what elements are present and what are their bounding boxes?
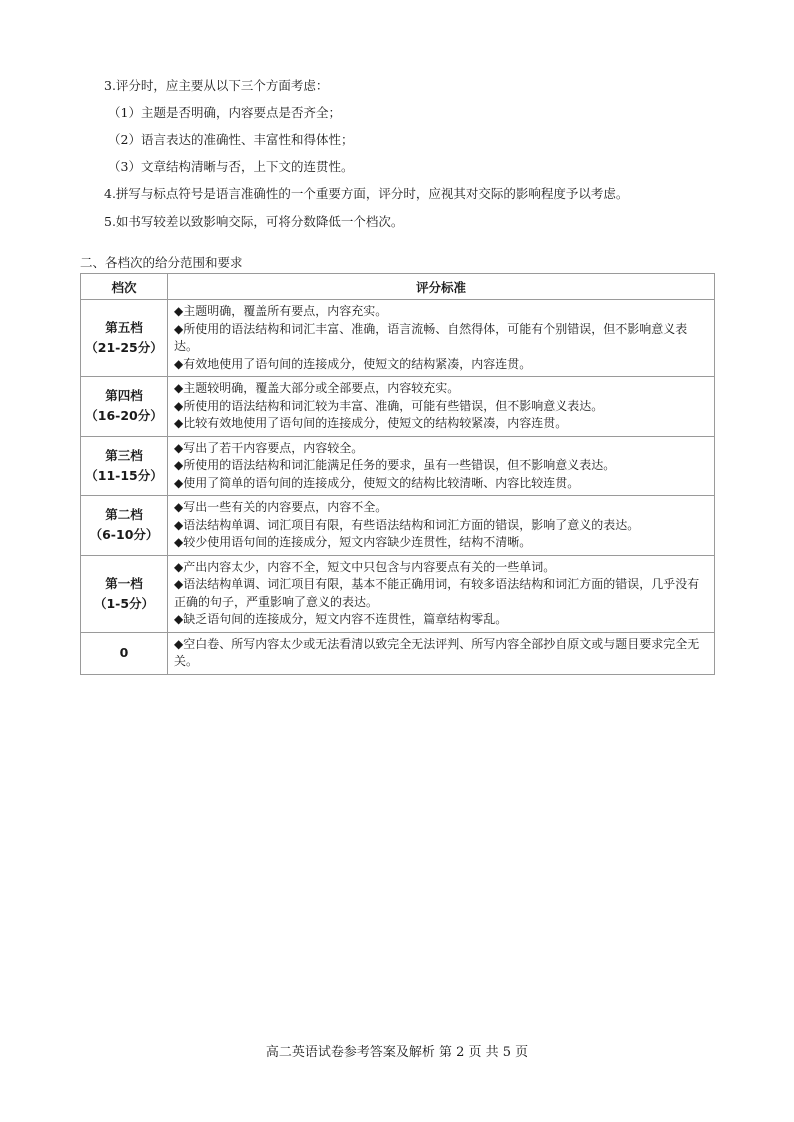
header-level: 档次 [81, 274, 168, 300]
level-range: （1-5分） [93, 595, 155, 611]
level-name: 第四档 [105, 388, 143, 404]
table-row [81, 436, 715, 496]
page-footer: 高二英语试卷参考答案及解析 第 2 页 共 5 页 [265, 1045, 529, 1060]
criterion: ◆写出一些有关的内容要点，内容不全。 [174, 500, 388, 514]
criterion: ◆所使用的语法结构和词汇较为丰富、准确，可能有些错误，但不影响意义表达。 [174, 398, 604, 413]
level-name: 第二档 [105, 507, 143, 523]
criterion: ◆主题明确，覆盖所有要点，内容充实。 [174, 304, 388, 318]
criterion: ◆空白卷、所写内容太少或无法看清以致完全无法评判、所写内容全部抄自原文或与题目要求完全无关。 [174, 636, 700, 668]
criteria-cell [168, 555, 715, 632]
criterion: ◆使用了简单的语句间的连接成分，使短文的结构比较清晰、内容比较连贯。 [174, 475, 580, 490]
criterion: ◆所使用的语法结构和词汇能满足任务的要求，虽有一些错误，但不影响意义表达。 [174, 458, 616, 472]
scoring-table [80, 273, 715, 675]
level-name: 第三档 [105, 447, 143, 463]
criterion: ◆较少使用语句间的连接成分，短文内容缺少连贯性，结构不清晰。 [174, 535, 532, 549]
level-range: （16-20分） [85, 408, 163, 424]
criteria-cell [168, 436, 715, 496]
table-row [81, 632, 715, 674]
note-5: 5.如书写较差以致影响交际，可将分数降低一个档次。 [104, 214, 404, 229]
table-row [81, 496, 715, 556]
level-range: （21-25分） [85, 340, 163, 355]
note-4: 4.拼写与标点符号是语言准确性的一个重要方面，评分时，应视其对交际的影响程度予以考虑。 [104, 186, 629, 201]
level-name: 第五档 [105, 320, 143, 335]
criteria-cell [168, 496, 715, 556]
criterion: ◆有效地使用了语句间的连接成分，使短文的结构紧凑，内容连贯。 [174, 356, 532, 371]
criterion: ◆主题较明确，覆盖大部分或全部要点，内容较充实。 [174, 381, 460, 395]
level-range: （6-10分） [89, 527, 159, 543]
criterion: ◆比较有效地使用了语句间的连接成分，使短文的结构较紧凑，内容连贯。 [174, 416, 568, 430]
criterion: ◆语法结构单调、词汇项目有限，有些语法结构和词汇方面的错误，影响了意义的表达。 [174, 517, 640, 532]
criteria-cell [168, 632, 715, 674]
header-criteria: 评分标准 [168, 274, 715, 300]
level-cell [81, 555, 168, 632]
criterion: ◆语法结构单调、词汇项目有限，基本不能正确用词，有较多语法结构和词汇方面的错误，几乎没有正确的句子，严重影响了意义的表达。 [174, 577, 700, 609]
criterion: ◆写出了若干内容要点，内容较全。 [174, 440, 364, 455]
level-cell [81, 496, 168, 556]
criteria-cell [168, 300, 715, 377]
level-cell [81, 300, 168, 377]
level-cell [81, 436, 168, 496]
level-cell [81, 377, 168, 437]
note-3-1: （1）主题是否明确，内容要点是否齐全； [108, 105, 341, 120]
level-cell [81, 632, 168, 674]
note-3-3: （3）文章结构清晰与否，上下文的连贯性。 [108, 159, 354, 174]
criterion: ◆所使用的语法结构和词汇丰富、准确，语言流畅、自然得体，可能有个别错误，但不影响意义表达。 [174, 321, 688, 353]
table-row [81, 377, 715, 437]
criteria-cell [168, 377, 715, 437]
table-row [81, 300, 715, 377]
level-name: 0 [119, 645, 129, 660]
criterion: ◆产出内容太少，内容不全，短文中只包含与内容要点有关的一些单词。 [174, 559, 556, 574]
level-range: （11-15分） [85, 467, 163, 483]
level-name: 第一档 [105, 575, 143, 591]
criterion: ◆缺乏语句间的连接成分，短文内容不连贯性，篇章结构零乱。 [174, 612, 508, 626]
note-3: 3.评分时，应主要从以下三个方面考虑： [104, 78, 329, 93]
section-title: 二、各档次的给分范围和要求 [80, 255, 243, 270]
note-3-2: （2）语言表达的准确性、丰富性和得体性； [108, 132, 354, 147]
table-header-row [81, 274, 715, 300]
table-row [81, 555, 715, 632]
